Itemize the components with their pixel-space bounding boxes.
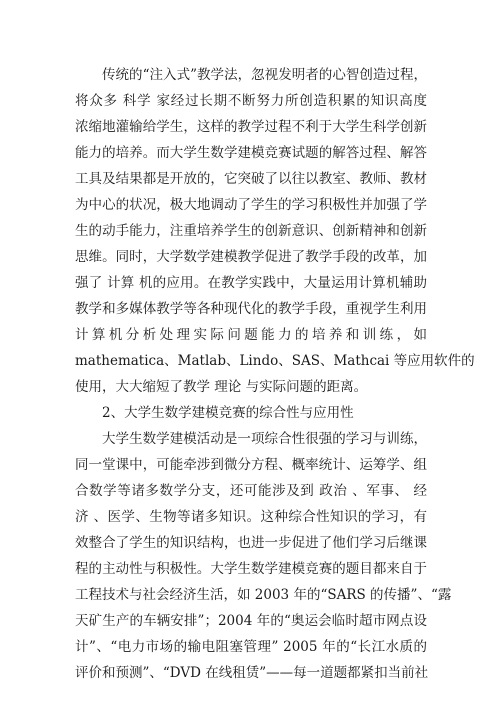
paragraph-line: 强了 计算 机的应用。在教学实践中，大量运用计算机辅助 [75,275,427,291]
paragraph-line: 工具及结果都是开放的，它突破了以往以教室、教师、教材 [75,171,427,187]
paragraph-line: 教学和多媒体教学等各种现代化的教学手段，重视学生利用 [75,301,427,317]
paragraph-line: 工程技术与社会经济生活，如 2003 年的“SARS 的传播”、“露 [75,587,452,603]
paragraph-line: 济 、医学、生物等诸多知识。这种综合性知识的学习，有 [75,509,427,525]
paragraph-line: 大学生数学建模活动是一项综合性很强的学习与训练， [102,431,427,447]
paragraph-line: 程的主动性与积极性。大学生数学建模竞赛的题目都来自于 [75,561,427,577]
paragraph-line: 为中心的状况，极大地调动了学生的学习积极性并加强了学 [75,197,427,213]
paragraph-line: 使用，大大缩短了教学 理论 与实际问题的距离。 [75,379,368,395]
paragraph-line: 生的动手能力，注重培养学生的创新意识、创新精神和创新 [75,223,427,239]
paragraph-line: 将众多 科学 家经过长期不断努力所创造积累的知识高度 [75,93,427,109]
paragraph-line: 计算机分析处理实际问题能力的培养和训练，如 [75,327,427,343]
paragraph-line: 评价和预测”、“DVD 在线租赁”——每一道题都紧扣当前社 [75,665,429,681]
paragraph-line: 思维。同时，大学数学建模教学促进了教学手段的改革，加 [75,249,427,265]
paragraph-line: 合数学等诸多数学分支，还可能涉及到 政治 、军事、 经 [75,483,427,499]
paragraph-line: 同一堂课中，可能牵涉到微分方程、概率统计、运筹学、组 [75,457,427,473]
paragraph-line: mathematica、Matlab、Lindo、SAS、Mathcai 等应用软件的 [75,353,475,369]
paragraph-line: 天矿生产的车辆安排”；2004 年的“奥运会临时超市网点设 [75,613,427,629]
paragraph-line: 效整合了学生的知识结构，也进一步促进了他们学习后继课 [75,535,427,551]
paragraph-line: 能力的培养。而大学生数学建模竞赛试题的解答过程、解答 [75,145,427,161]
paragraph-line: 传统的“注入式”教学法，忽视发明者的心智创造过程， [102,67,427,83]
paragraph-line: 计”、“电力市场的输电阻塞管理” 2005 年的“长江水质的 [75,639,427,655]
paragraph-line: 浓缩地灌输给学生，这样的教学过程不利于大学生科学创新 [75,119,427,135]
section-heading: 2、大学生数学建模竞赛的综合性与应用性 [102,405,354,421]
